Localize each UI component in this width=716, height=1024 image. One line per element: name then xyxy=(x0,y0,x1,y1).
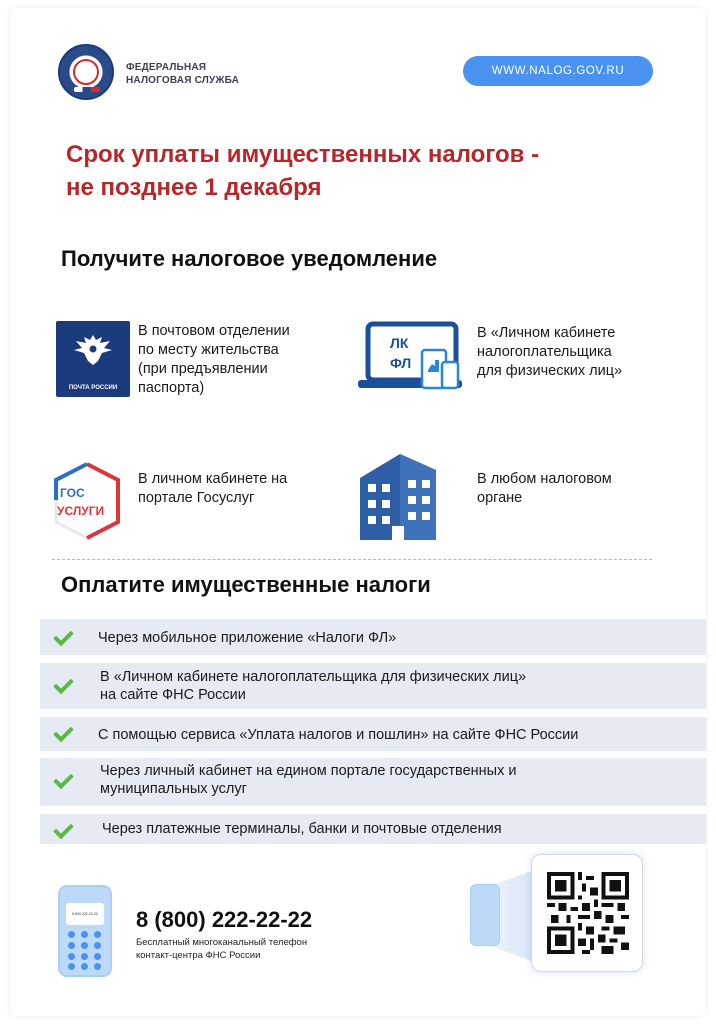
text-line: В личном кабинете на xyxy=(138,471,288,487)
text-line: В «Личном кабинете налогоплательщика для физических лиц» xyxy=(100,669,527,685)
text-line: В «Личном кабинете xyxy=(477,325,616,341)
check-icon xyxy=(54,629,78,643)
org-name-line2: НАЛОГОВАЯ СЛУЖБА xyxy=(126,75,240,86)
fns-emblem-icon xyxy=(58,44,114,100)
text-line: на сайте ФНС России xyxy=(100,687,246,703)
phone-keypad xyxy=(68,931,104,971)
text-line: С помощью сервиса «Уплата налогов и пошлин» на сайте ФНС России xyxy=(98,727,579,743)
text-line: муниципальных услуг xyxy=(100,781,247,797)
check-icon xyxy=(54,822,78,836)
pay-item-text xyxy=(102,820,502,838)
check-icon xyxy=(54,677,78,691)
pay-item-text xyxy=(98,629,396,647)
title-line1: Срок уплаты имущественных налогов - xyxy=(66,141,540,168)
tax-office-building-icon xyxy=(354,448,442,544)
org-name-line1: ФЕДЕРАЛЬНАЯ xyxy=(126,62,207,73)
text-line: органе xyxy=(477,490,523,506)
site-link-button[interactable]: WWW.NALOG.GOV.RU xyxy=(463,56,653,86)
check-icon xyxy=(54,772,78,786)
text-line: В любом налоговом xyxy=(477,471,612,487)
text-line: портале Госуслуг xyxy=(138,490,255,506)
lk-label: ЛК xyxy=(390,335,409,351)
hotline-number[interactable]: 8 (800) 222-22-22 xyxy=(136,907,313,932)
pay-heading: Оплатите имущественные налоги xyxy=(61,572,431,597)
text-line: по месту жительства xyxy=(138,342,279,358)
receive-item-account-text xyxy=(477,324,622,381)
text-line: (при предъявлении xyxy=(138,361,268,377)
text-line: Через платежные терминалы, банки и почтовые отделения xyxy=(102,821,502,837)
check-icon xyxy=(54,725,78,739)
text-line: налогоплательщика xyxy=(477,344,612,360)
text-line: для физических лиц» xyxy=(477,363,623,379)
pay-item-portal xyxy=(40,758,706,806)
scanner-phone-icon xyxy=(470,884,500,946)
leaflet-page xyxy=(10,8,706,1016)
qr-code-icon[interactable] xyxy=(547,872,629,954)
org-name xyxy=(126,61,239,87)
uslugi-label: УСЛУГИ xyxy=(57,504,105,518)
russian-post-label: ПОЧТА РОССИИ xyxy=(68,385,118,391)
receive-item-gosuslugi-text xyxy=(138,470,287,508)
eagle-icon xyxy=(72,331,114,369)
pay-item-terminals xyxy=(40,814,706,844)
gosuslugi-icon xyxy=(48,460,126,542)
title-line2: не позднее 1 декабря xyxy=(66,174,322,201)
section-divider xyxy=(52,559,652,560)
text-line: Бесплатный многоканальный телефон xyxy=(136,937,308,948)
pay-item-text xyxy=(100,762,516,798)
russian-post-icon xyxy=(56,321,130,397)
pay-item-account xyxy=(40,663,706,709)
receive-item-post-text xyxy=(138,322,290,398)
phone-screen-text: 8 800 222-22-22 xyxy=(66,903,104,925)
personal-account-icon xyxy=(354,320,466,392)
page-title xyxy=(66,138,666,204)
receive-heading: Получите налоговое уведомление xyxy=(61,246,438,271)
pay-item-app xyxy=(40,619,706,655)
pay-item-text xyxy=(98,726,578,744)
text-line: контакт-центра ФНС России xyxy=(136,950,261,961)
text-line: Через личный кабинет на едином портале государственных и xyxy=(100,763,517,779)
phone-icon xyxy=(58,885,112,977)
gos-label: ГОС xyxy=(60,486,85,500)
fl-label: ФЛ xyxy=(390,355,412,371)
text-line: Через мобильное приложение «Налоги ФЛ» xyxy=(98,630,397,646)
receive-item-office-text xyxy=(477,470,612,508)
text-line: паспорта) xyxy=(138,380,205,396)
hotline-description xyxy=(136,936,396,962)
pay-item-text xyxy=(100,668,526,704)
pay-item-service xyxy=(40,717,706,751)
text-line: В почтовом отделении xyxy=(138,323,290,339)
